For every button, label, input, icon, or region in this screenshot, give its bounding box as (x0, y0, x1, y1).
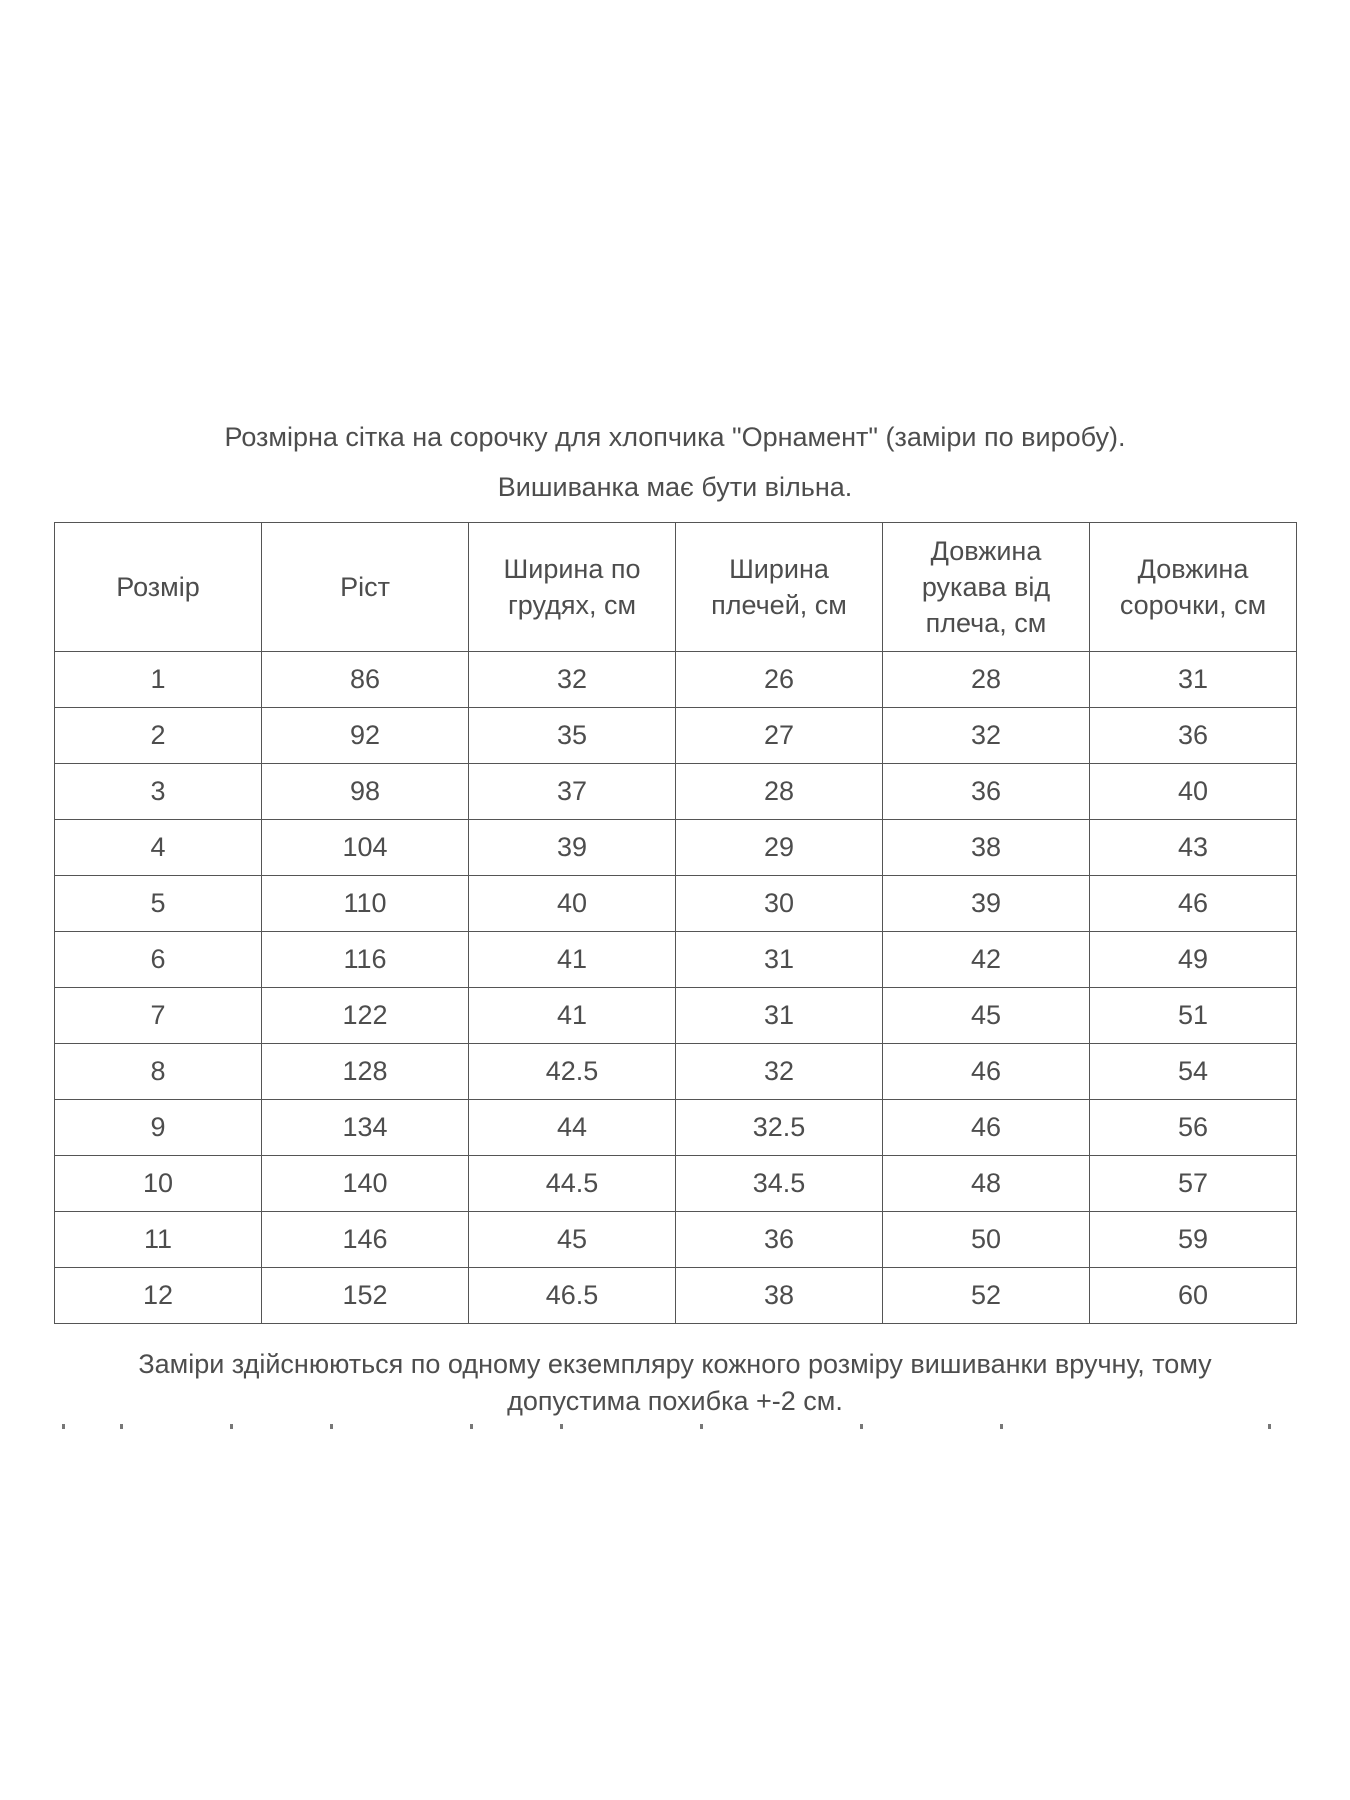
cell-chest-width: 39 (469, 820, 676, 876)
text-fragment (120, 1424, 123, 1429)
cell-sleeve-length: 32 (883, 708, 1090, 764)
table-row (55, 708, 1297, 764)
cell-height: 134 (262, 1100, 469, 1156)
cell-height: 152 (262, 1268, 469, 1324)
cell-shoulder-width: 34.5 (676, 1156, 883, 1212)
cell-shoulder-width: 30 (676, 876, 883, 932)
cell-shirt-length: 36 (1090, 708, 1297, 764)
cell-shoulder-width: 32 (676, 1044, 883, 1100)
cell-chest-width: 45 (469, 1212, 676, 1268)
text-fragment (1268, 1424, 1271, 1429)
column-header-height: Ріст (262, 523, 469, 652)
cell-shirt-length: 46 (1090, 876, 1297, 932)
cell-shoulder-width: 31 (676, 988, 883, 1044)
cell-size: 4 (55, 820, 262, 876)
cell-shoulder-width: 32.5 (676, 1100, 883, 1156)
column-header-size: Розмір (55, 523, 262, 652)
column-header-shirt-length: Довжина сорочки, см (1090, 523, 1297, 652)
size-table (54, 522, 1297, 1324)
cell-size: 9 (55, 1100, 262, 1156)
cell-size: 8 (55, 1044, 262, 1100)
cropped-text-line (0, 1424, 1350, 1430)
cell-chest-width: 41 (469, 988, 676, 1044)
table-row (55, 652, 1297, 708)
cell-chest-width: 42.5 (469, 1044, 676, 1100)
cell-shirt-length: 60 (1090, 1268, 1297, 1324)
text-fragment (700, 1424, 703, 1429)
table-row (55, 876, 1297, 932)
cell-chest-width: 44 (469, 1100, 676, 1156)
text-fragment (860, 1424, 863, 1429)
cell-sleeve-length: 39 (883, 876, 1090, 932)
cell-height: 128 (262, 1044, 469, 1100)
cell-shoulder-width: 38 (676, 1268, 883, 1324)
text-fragment (1000, 1424, 1003, 1429)
cell-shirt-length: 54 (1090, 1044, 1297, 1100)
text-fragment (330, 1424, 333, 1429)
cell-shirt-length: 31 (1090, 652, 1297, 708)
cell-chest-width: 41 (469, 932, 676, 988)
cell-sleeve-length: 46 (883, 1044, 1090, 1100)
cell-sleeve-length: 38 (883, 820, 1090, 876)
text-fragment (470, 1424, 473, 1429)
table-body (55, 652, 1297, 1324)
cell-chest-width: 37 (469, 764, 676, 820)
table-row (55, 1212, 1297, 1268)
text-fragment (230, 1424, 233, 1429)
chart-subtitle: Вишиванка має бути вільна. (497, 472, 853, 502)
cell-size: 1 (55, 652, 262, 708)
cell-height: 122 (262, 988, 469, 1044)
cell-shirt-length: 40 (1090, 764, 1297, 820)
cell-sleeve-length: 42 (883, 932, 1090, 988)
cell-shoulder-width: 31 (676, 932, 883, 988)
table-row (55, 988, 1297, 1044)
cell-height: 86 (262, 652, 469, 708)
cell-shoulder-width: 28 (676, 764, 883, 820)
cell-chest-width: 44.5 (469, 1156, 676, 1212)
cell-sleeve-length: 45 (883, 988, 1090, 1044)
cell-chest-width: 32 (469, 652, 676, 708)
cell-shirt-length: 59 (1090, 1212, 1297, 1268)
cell-size: 5 (55, 876, 262, 932)
cell-shoulder-width: 26 (676, 652, 883, 708)
cell-shirt-length: 51 (1090, 988, 1297, 1044)
cell-chest-width: 35 (469, 708, 676, 764)
cell-height: 98 (262, 764, 469, 820)
table-row (55, 1268, 1297, 1324)
cell-sleeve-length: 28 (883, 652, 1090, 708)
cell-sleeve-length: 52 (883, 1268, 1090, 1324)
cell-sleeve-length: 46 (883, 1100, 1090, 1156)
cell-height: 116 (262, 932, 469, 988)
cell-height: 104 (262, 820, 469, 876)
cell-shoulder-width: 36 (676, 1212, 883, 1268)
cell-sleeve-length: 36 (883, 764, 1090, 820)
cell-height: 146 (262, 1212, 469, 1268)
table-row (55, 1100, 1297, 1156)
text-fragment (62, 1424, 65, 1429)
cell-height: 110 (262, 876, 469, 932)
cell-height: 92 (262, 708, 469, 764)
cell-size: 6 (55, 932, 262, 988)
chart-title: Розмірна сітка на сорочку для хлопчика "Орнамент" (заміри по виробу). (224, 422, 1126, 452)
table-row (55, 820, 1297, 876)
text-fragment (560, 1424, 563, 1429)
cell-size: 10 (55, 1156, 262, 1212)
cell-chest-width: 40 (469, 876, 676, 932)
cell-sleeve-length: 48 (883, 1156, 1090, 1212)
table-row (55, 764, 1297, 820)
cell-shirt-length: 57 (1090, 1156, 1297, 1212)
column-header-chest-width: Ширина по грудях, см (469, 523, 676, 652)
measurement-note: Заміри здійснюються по одному екземпляру кожного розміру вишиванки вручну, тому допустима похибка +-2 см. (138, 1349, 1212, 1416)
cell-size: 12 (55, 1268, 262, 1324)
cell-shoulder-width: 27 (676, 708, 883, 764)
cell-shirt-length: 56 (1090, 1100, 1297, 1156)
cell-chest-width: 46.5 (469, 1268, 676, 1324)
cell-size: 2 (55, 708, 262, 764)
cell-shirt-length: 43 (1090, 820, 1297, 876)
cell-size: 11 (55, 1212, 262, 1268)
cell-sleeve-length: 50 (883, 1212, 1090, 1268)
column-header-sleeve-length: Довжина рукава від плеча, см (883, 523, 1090, 652)
cell-height: 140 (262, 1156, 469, 1212)
table-row (55, 1156, 1297, 1212)
cell-size: 7 (55, 988, 262, 1044)
cell-size: 3 (55, 764, 262, 820)
table-row (55, 932, 1297, 988)
table-header-row (55, 523, 1297, 652)
cell-shirt-length: 49 (1090, 932, 1297, 988)
cell-shoulder-width: 29 (676, 820, 883, 876)
table-row (55, 1044, 1297, 1100)
column-header-shoulder-width: Ширина плечей, см (676, 523, 883, 652)
